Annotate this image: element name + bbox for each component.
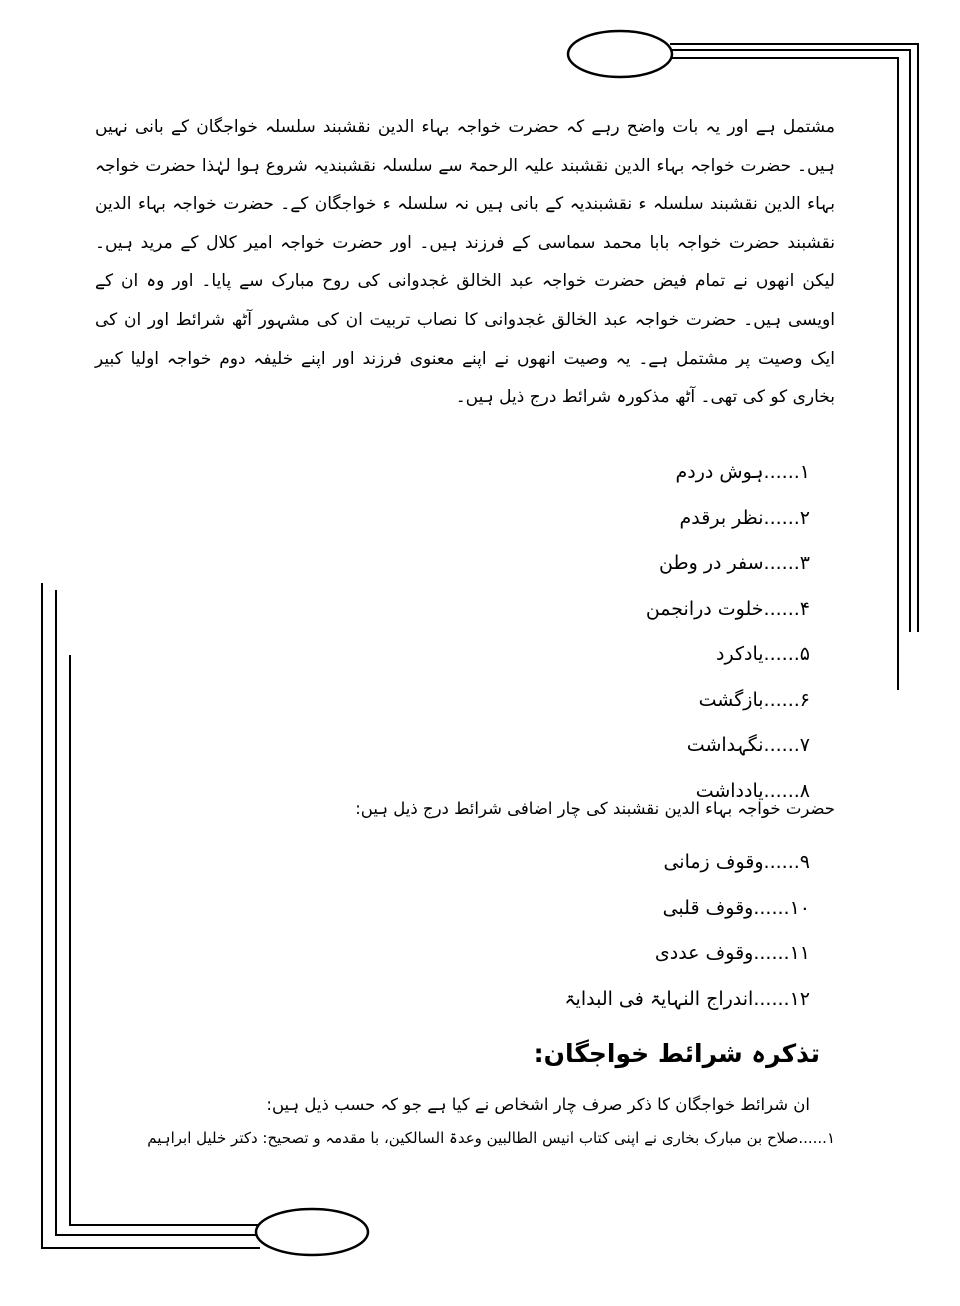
list-item: ۱۱......وقوف عددی xyxy=(654,942,810,964)
section-heading: تذکرہ شرائط خواجگان: xyxy=(533,1039,820,1068)
list-item: ۷......نگہداشت xyxy=(686,734,810,756)
decorative-oval-top xyxy=(568,31,672,77)
list-item: ۱......ہوش دردم xyxy=(675,461,810,483)
list-item: ۴......خلوت درانجمن xyxy=(645,597,810,620)
reference-entry: ۱......صلاح بن مبارک بخاری نے اپنی کتاب انیس الطالبین وعدۃ السالکین، با مقدمہ و تصحیح: دکتر خلیل ابراہیم xyxy=(147,1129,835,1147)
section-intro: ان شرائط خواجگان کا ذکر صرف چار اشخاص نے کیا ہے جو کہ حسب ذیل ہیں: xyxy=(266,1095,810,1114)
list-item: ۶......بازگشت xyxy=(698,688,810,711)
list-item: ۸......یادداشت xyxy=(695,779,810,802)
body-paragraph xyxy=(95,108,835,417)
list-item: ۵......یادکرد xyxy=(716,643,810,665)
conditions-list xyxy=(390,450,810,814)
decorative-oval-bottom xyxy=(256,1209,368,1255)
additional-conditions-list xyxy=(390,840,810,1022)
list-item: ۳......سفر در وطن xyxy=(659,552,810,574)
list-item: ۹......وقوف زمانی xyxy=(663,851,810,873)
list-item: ۲......نظر برقدم xyxy=(679,506,810,529)
list-item: ۱۲......اندراج النہایۃ فی البدایۃ xyxy=(564,987,810,1010)
paragraph-text: مشتمل ہے اور یہ بات واضح رہے کہ حضرت خواجہ بہاء الدین نقشبند سلسلہ خواجگان کے بانی نہیں ہیں۔ حضرت خواجہ بہاء الدین نقشبند علیہ الرحمۃ سے سلسلہ نقشبندیہ شروع ہوا لہٰذا حضرت خواجہ بہاء الدین نقشبند سلسلہ ء نقشبندیہ کے بانی ہیں نہ سلسلہ ء خواجگان کے۔ حضرت خواجہ بہاء الدین نقشبند حضرت خواجہ بابا محمد سماسی کے فرزند ہیں۔ اور حضرت خواجہ امیر کلال کے مرید ہیں۔ لیکن انھوں نے تمام فیض حضرت خواجہ عبد الخالق غجدوانی کی روح مبارک سے پایا۔ اور وہ ان کے اویسی ہیں۔ حضرت خواجہ عبد الخالق غجدوانی کا نصاب تربیت ان کی مشہور آٹھ شرائط اور ان کی ایک وصیت پر مشتمل ہے۔ یہ وصیت انھوں نے اپنے معنوی فرزند اور اپنے خلیفہ دوم خواجہ اولیا کبیر بخاری کو کی تھی۔ آٹھ مذکورہ شرائط درج ذیل ہیں۔ xyxy=(95,117,835,408)
additional-conditions-note: حضرت خواجہ بہاء الدین نقشبند کی چار اضافی شرائط درج ذیل ہیں: xyxy=(355,799,835,818)
list-item: ۱۰......وقوف قلبی xyxy=(662,896,810,919)
